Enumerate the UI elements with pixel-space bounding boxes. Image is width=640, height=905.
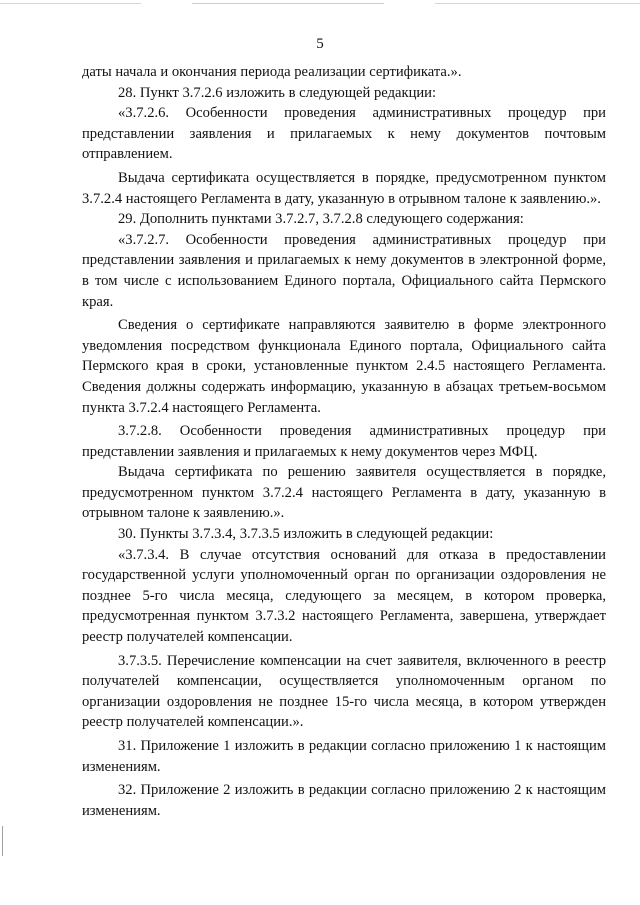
paragraph-item-30: 30. Пункты 3.7.3.4, 3.7.3.5 изложить в следующей редакции: — [118, 526, 494, 543]
paragraph-item-32: 32. Приложение 2 изложить в редакции согласно приложению 2 к настоящим изменениям. — [82, 782, 606, 819]
scan-edge-line — [0, 3, 640, 4]
paragraph-certificate-issue: Выдача сертификата осуществляется в порядке, предусмотренном пунктом 3.7.2.4 настоящего Регламента в дату, указанную в отрывном талоне к заявлению.». — [82, 169, 606, 207]
document-body — [82, 62, 606, 821]
paragraph-certificate-info: Сведения о сертификате направляются заявителю в форме электронного уведомления посредством функционала Единого портала, Официального сайта Пермского края в сроки, установленные пунктом 2.4.5 настоящего Регламента. Сведения должны содержать информацию, указанную в абзацах третьем-восьмом пункта 3.7.2.4 настоящего Регламента. — [82, 317, 606, 416]
paragraph-item-28: 28. Пункт 3.7.2.6 изложить в следующей редакции: — [118, 84, 437, 101]
paragraph-certificate-issue-mfc: Выдача сертификата по решению заявителя осуществляется в порядке, предусмотренном пунктом 3.7.2.4 настоящего Регламента в дату, указанную в отрывном талоне к заявлению.». — [82, 464, 606, 522]
paragraph-item-29: 29. Дополнить пунктами 3.7.2.7, 3.7.2.8 следующего содержания: — [118, 211, 524, 228]
page-number: 5 — [316, 36, 324, 52]
paragraph-clause-3-7-3-5: 3.7.3.5. Перечисление компенсации на счет заявителя, включенного в реестр получателей компенсации, осуществляется уполномоченным органом по организации оздоровления не позднее 15-го числа месяца, в котором утвержден реестр получателей компенсации.». — [82, 652, 606, 731]
paragraph-continuation: даты начала и окончания периода реализации сертификата.». — [82, 64, 462, 80]
paragraph-item-31: 31. Приложение 1 изложить в редакции согласно приложению 1 к настоящим изменениям. — [82, 738, 606, 775]
paragraph-clause-3-7-2-6: «3.7.2.6. Особенности проведения административных процедур при представлении заявления и прилагаемых к нему документов почтовым отправлением. — [82, 105, 606, 163]
paragraph-clause-3-7-3-4: «3.7.3.4. В случае отсутствия оснований для отказа в предоставлении государственной услуги уполномоченный орган по организации оздоровления не позднее 5-го числа месяца, следующего за месяцем, в котором проверка, предусмотренная пунктом 3.7.3.2 настоящего Регламента, завершена, утверждает реестр получателей компенсации. — [82, 546, 606, 646]
paragraph-clause-3-7-2-8: 3.7.2.8. Особенности проведения административных процедур при представлении заявления и прилагаемых к нему документов через МФЦ. — [82, 423, 606, 460]
paragraph-clause-3-7-2-7: «3.7.2.7. Особенности проведения административных процедур при представлении заявления и прилагаемых к нему документов в электронной форме, в том числе с использованием Единого портала, Официального сайта Пермского края. — [82, 231, 606, 310]
scan-margin-mark — [2, 826, 3, 856]
